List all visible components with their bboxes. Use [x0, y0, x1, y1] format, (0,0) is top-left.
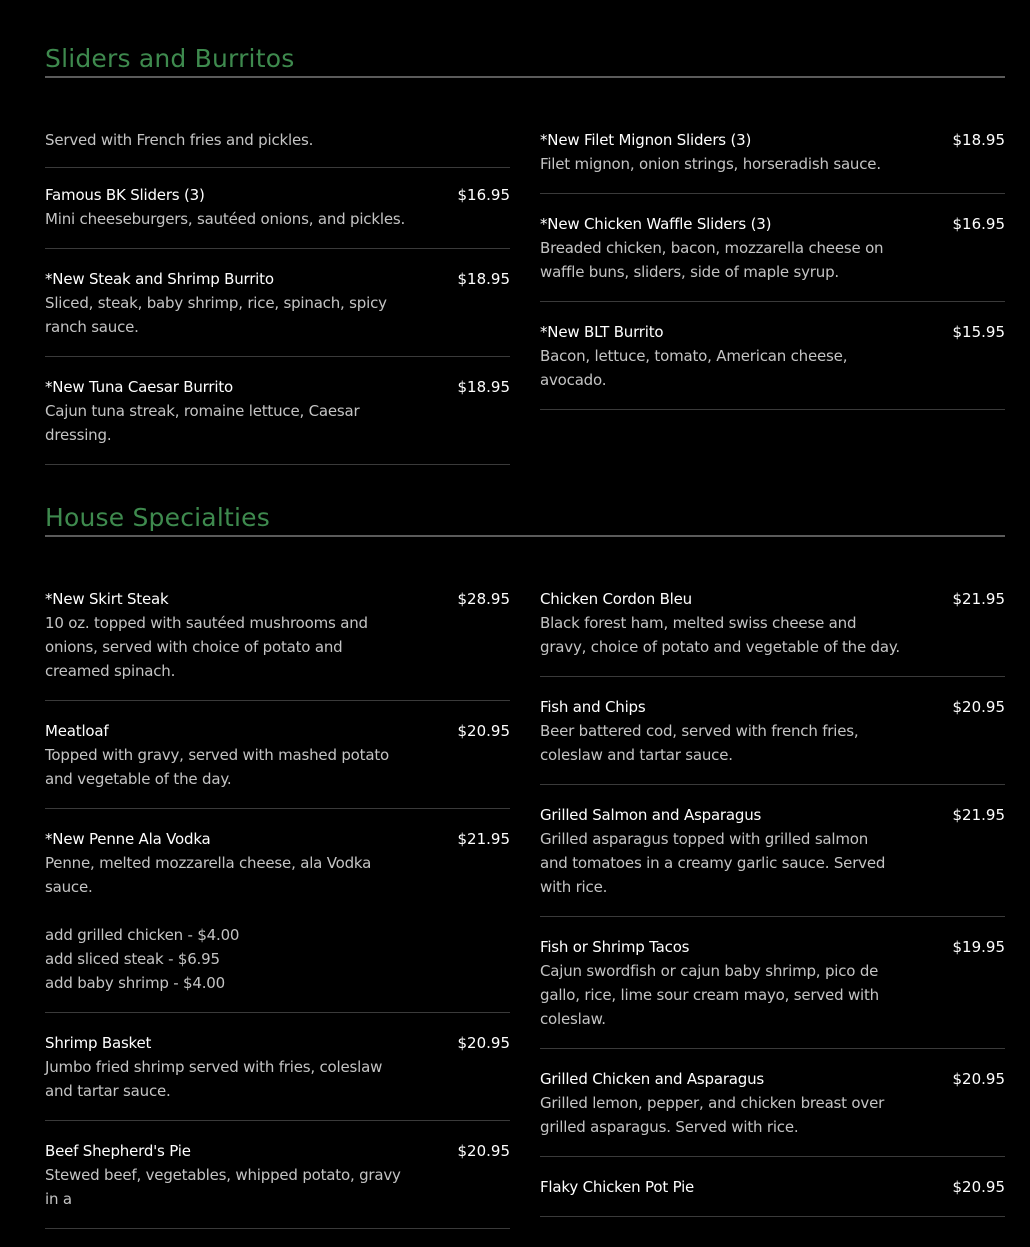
menu-item-description: Filet mignon, onion strings, horseradish sauce.	[540, 155, 881, 173]
menu-item[interactable]	[45, 1139, 510, 1229]
menu-column-left	[45, 587, 510, 1247]
menu-item[interactable]	[540, 1175, 1005, 1217]
menu-item-name: Grilled Chicken and Asparagus	[540, 1070, 765, 1088]
menu-item[interactable]	[540, 320, 1005, 410]
menu-item-name: Famous BK Sliders (3)	[45, 186, 205, 204]
addon-option: add baby shrimp - $4.00	[45, 974, 225, 992]
section-note	[45, 128, 510, 168]
menu-item-name: Chicken Cordon Bleu	[540, 590, 692, 608]
addon-option: add sliced steak - $6.95	[45, 950, 220, 968]
menu-item-description: Bacon, lettuce, tomato, American cheese, avocado.	[540, 347, 848, 389]
menu-item-description: Grilled asparagus topped with grilled salmon and tomatoes in a creamy garlic sauce. Served with rice.	[540, 830, 886, 896]
menu-item[interactable]	[540, 935, 1005, 1049]
menu-item-price: $20.95	[952, 698, 1005, 716]
menu-item-description: Mini cheeseburgers, sautéed onions, and pickles.	[45, 210, 406, 228]
menu-item-addons	[45, 923, 510, 995]
menu-item-price: $19.95	[952, 938, 1005, 956]
menu-item[interactable]	[540, 212, 1005, 302]
menu-item-price: $18.95	[457, 378, 510, 396]
menu-item-description: 10 oz. topped with sautéed mushrooms and onions, served with choice of potato and creamed spinach.	[45, 614, 368, 680]
menu-item-description: Topped with gravy, served with mashed potato and vegetable of the day.	[45, 746, 389, 788]
menu-item[interactable]	[45, 587, 510, 701]
menu-item-price: $18.95	[457, 270, 510, 288]
menu-item-price: $20.95	[457, 1034, 510, 1052]
menu-item-description: Cajun swordfish or cajun baby shrimp, pico de gallo, rice, lime sour cream mayo, served with coleslaw.	[540, 962, 879, 1028]
menu-item-name: Fish or Shrimp Tacos	[540, 938, 690, 956]
menu-item-name: Shrimp Basket	[45, 1034, 152, 1052]
menu-item[interactable]	[45, 827, 510, 1013]
section-title: House Specialties	[45, 503, 270, 532]
menu-item[interactable]	[45, 183, 510, 249]
menu-item-name: Meatloaf	[45, 722, 109, 740]
menu-item-description: Beer battered cod, served with french fries, coleslaw and tartar sauce.	[540, 722, 859, 764]
menu-item[interactable]	[540, 587, 1005, 677]
section-divider	[45, 535, 1005, 537]
menu-item[interactable]	[540, 695, 1005, 785]
section-divider	[45, 76, 1005, 78]
menu-item-price: $16.95	[457, 186, 510, 204]
menu-item[interactable]	[45, 267, 510, 357]
menu-item-description: Grilled lemon, pepper, and chicken breast over grilled asparagus. Served with rice.	[540, 1094, 885, 1136]
menu-item-price: $20.95	[457, 722, 510, 740]
menu-item[interactable]	[540, 803, 1005, 917]
menu-item-description: Cajun tuna streak, romaine lettuce, Caesar dressing.	[45, 402, 360, 444]
menu-item-name: *New Penne Ala Vodka	[45, 830, 211, 848]
menu-item-description: Penne, melted mozzarella cheese, ala Vodka sauce.	[45, 854, 372, 896]
menu-item-name: *New BLT Burrito	[540, 323, 664, 341]
menu-item-name: Flaky Chicken Pot Pie	[540, 1178, 695, 1196]
menu-column-right	[540, 587, 1005, 1235]
menu-item-description: Black forest ham, melted swiss cheese and gravy, choice of potato and vegetable of the day.	[540, 614, 900, 656]
menu-item[interactable]	[540, 1067, 1005, 1157]
menu-item[interactable]	[45, 719, 510, 809]
menu-item-name: Fish and Chips	[540, 698, 646, 716]
menu-item-price: $16.95	[952, 215, 1005, 233]
menu-item-name: *New Tuna Caesar Burrito	[45, 378, 233, 396]
menu-item[interactable]	[45, 1031, 510, 1121]
menu-item-name: Grilled Salmon and Asparagus	[540, 806, 762, 824]
menu-item[interactable]	[45, 375, 510, 465]
menu-item-name: Beef Shepherd's Pie	[45, 1142, 191, 1160]
menu-item-price: $20.95	[952, 1178, 1005, 1196]
menu-item[interactable]	[540, 128, 1005, 194]
menu-item-price: $20.95	[457, 1142, 510, 1160]
menu-item-price: $28.95	[457, 590, 510, 608]
menu-item-name: *New Skirt Steak	[45, 590, 169, 608]
menu-item-description: Sliced, steak, baby shrimp, rice, spinach, spicy ranch sauce.	[45, 294, 387, 336]
menu-item-price: $15.95	[952, 323, 1005, 341]
menu-column-left	[45, 128, 510, 483]
menu-item-description: Breaded chicken, bacon, mozzarella cheese on waffle buns, sliders, side of maple syrup.	[540, 239, 884, 281]
section-note-text: Served with French fries and pickles.	[45, 131, 314, 149]
menu-column-right	[540, 128, 1005, 428]
menu-item-price: $18.95	[952, 131, 1005, 149]
section-title: Sliders and Burritos	[45, 44, 295, 73]
menu-item-name: *New Chicken Waffle Sliders (3)	[540, 215, 772, 233]
menu-item-description: Jumbo fried shrimp served with fries, coleslaw and tartar sauce.	[45, 1058, 383, 1100]
menu-item-description: Stewed beef, vegetables, whipped potato, gravy in a	[45, 1166, 401, 1208]
menu-item-name: *New Steak and Shrimp Burrito	[45, 270, 274, 288]
menu-item-name: *New Filet Mignon Sliders (3)	[540, 131, 752, 149]
addon-option: add grilled chicken - $4.00	[45, 926, 240, 944]
menu-item-price: $21.95	[457, 830, 510, 848]
menu-item-price: $20.95	[952, 1070, 1005, 1088]
menu-item-price: $21.95	[952, 590, 1005, 608]
menu-item-price: $21.95	[952, 806, 1005, 824]
